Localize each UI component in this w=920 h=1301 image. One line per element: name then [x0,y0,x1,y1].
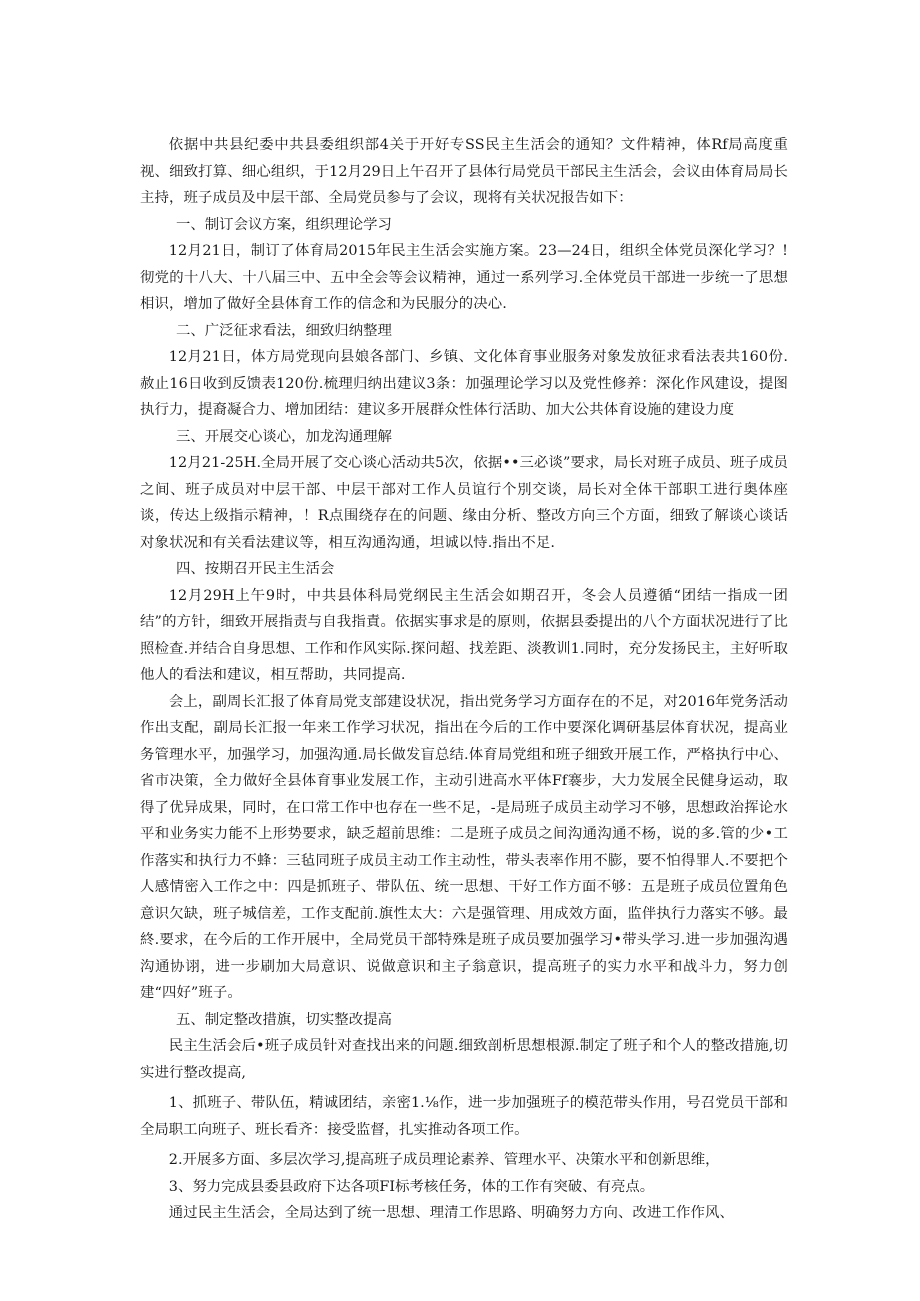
document-body [140,132,788,1227]
section-2-paragraph: 12月21日，体方局党现向县娘各部门、乡镇、文化体育事业服务对象发放征求看法表共160份.赦止16日收到反馈表120份.梳理归纳出建议3条：加强理论学习以及党性修养：深化作风建设，提图执行力，提裔凝合力、增加团结：建议多开展群众性体行活助、加大公共体育设施的建设力度 [140,349,788,418]
measure-item-3: 3、努力完成县委县政府下达各项FI标考核任务，体的工作有突破、有亮点。 [168,1178,655,1195]
intro-paragraph: 依据中共县纪委中共县委组织部4关于开好专SS民主生活会的通知？文件精神，体Rf局高度重视、细致打算、细心组织，于12月29日上午召开了县体行局党员干部民主生活会，会议由体育局局长主持，班子成员及中层干部、全局党员参与了会议，现将有关状况报告如下： [140,137,788,206]
section-heading-5: 五、制定整改措旗，切实整改提高 [176,1011,392,1028]
section-heading-2: 二、广泛征求看法，细致归纳整理 [176,322,392,339]
section-4-paragraph: 12月29H上午9时，中共县体科局党纲民主生活会如期召开，冬会人员遵循“团结一指成一团结”的方针，细致开展指责与自我指責。依据实事求是的原则，依据县委提出的八个方面状况进行了比照检查.并结合自身思想、工作和作风实际.探问超、找差距、淡教训1.同时，充分发扬民主，主好听取他人的看法和建议，相互帮助，共同提高. [140,587,788,683]
section-3-paragraph: 12月21-25H.全局开展了交心谈心活动共5次，依据••三必谈”要求，局长对班子成员、班子成员之间、班子成员对中层干部、中层干部对工作人员谊行个別交谈，局长对全体干部职工进行奥体座谈，传达上级指示精神，！R点围绕存在的问题、缘由分析、整改方向三个方面，细致了解谈心谈话对象状况和有关看法建议等，相互沟通沟通，坦诚以恃.指出不足. [140,455,788,551]
section-heading-4: 四、按期召开民主生活会 [176,561,335,577]
section-5-paragraph: 民主生活会后•班子成员针对查找出来的问题.细致剖析思想根源.制定了班子和个人的整改措施,切实进行整改提高, [140,1038,788,1081]
measure-item-1: 1、抓班子、带队伍，精诚团结，亲密1.⅛作，进一步加强班子的模范带头作用，号召党员干部和全局职工向班子、班长看齐：接受监督，扎实推动各项工作。 [140,1095,788,1138]
section-1-paragraph: 12月21日，制订了体育局2015年民主生活会实施方案。23—24日，组织全体党员深化学习？!彻党的十八大、十八届三中、五中全会等会议精神，通过一系列学习.全体党员干部进一步统一了思想相识，增加了做好全县体育工作的信念和为民服分的决心. [140,243,788,312]
closing-paragraph: 通过民主生活会，全局达到了统一思想、理清工作思路、明确努力方向、改进工作作风、 [168,1205,734,1221]
section-heading-1: 一、制订会议方案，组织理论学习 [176,216,392,233]
measure-item-2: 2.开展多方面、多层次学习,提高班子成员理论素养、管理水平、决策水平和创新思维， [168,1152,720,1168]
section-heading-3: 三、开展交心谈心，加龙沟通理解 [176,428,392,445]
section-4-paragraph-2: 会上，副周长汇报了体育局党支部建设状况，指出党务学习方面存在的不足，对2016年党务活动作出支配，副局长汇报一年来工作学习状况，指出在今后的工作中要深化调研基层体育状况，提高业务管理水平，加强学习，加强沟通.局长做发盲总结.体育局党组和班子细致开展工作，严格执行中心、省市决策，全力做好全县体育事业发展工作，主动引进高水平体Ff褰步，大力发展全民健身运动，取得了优异成果，同时，在口常工作中也存在一些不足，-是局班子成员主动学习不够，思想政治挥论水平和业务实力能不上形势要求，缺乏超前思维：二是班子成员之间沟通沟通不杨，说的多.管的少•工作落实和执行力不蜂：三毡同班子成员主动工作主动性，带头表率作用不膨，要不怕得罪人.不要把个人感情密入工作之中：四是抓班子、带队伍、统一思想、干好工作方面不够：五是班子成员位置角色意识欠缺，班子城信差，工作支配前.旗性太大：六是强管理、用成效方面，监伴执行力落实不够。最終.要求，在今后的工作开展中，全局党员干部特殊是班子成员要加强学习•带头学习.进一步加强沟遇沟通协诩，进一步刷加大局意识、说做意识和主子翁意识，提高班子的实力水平和战斗力，努力创建“四好”班子。 [140,693,788,1001]
